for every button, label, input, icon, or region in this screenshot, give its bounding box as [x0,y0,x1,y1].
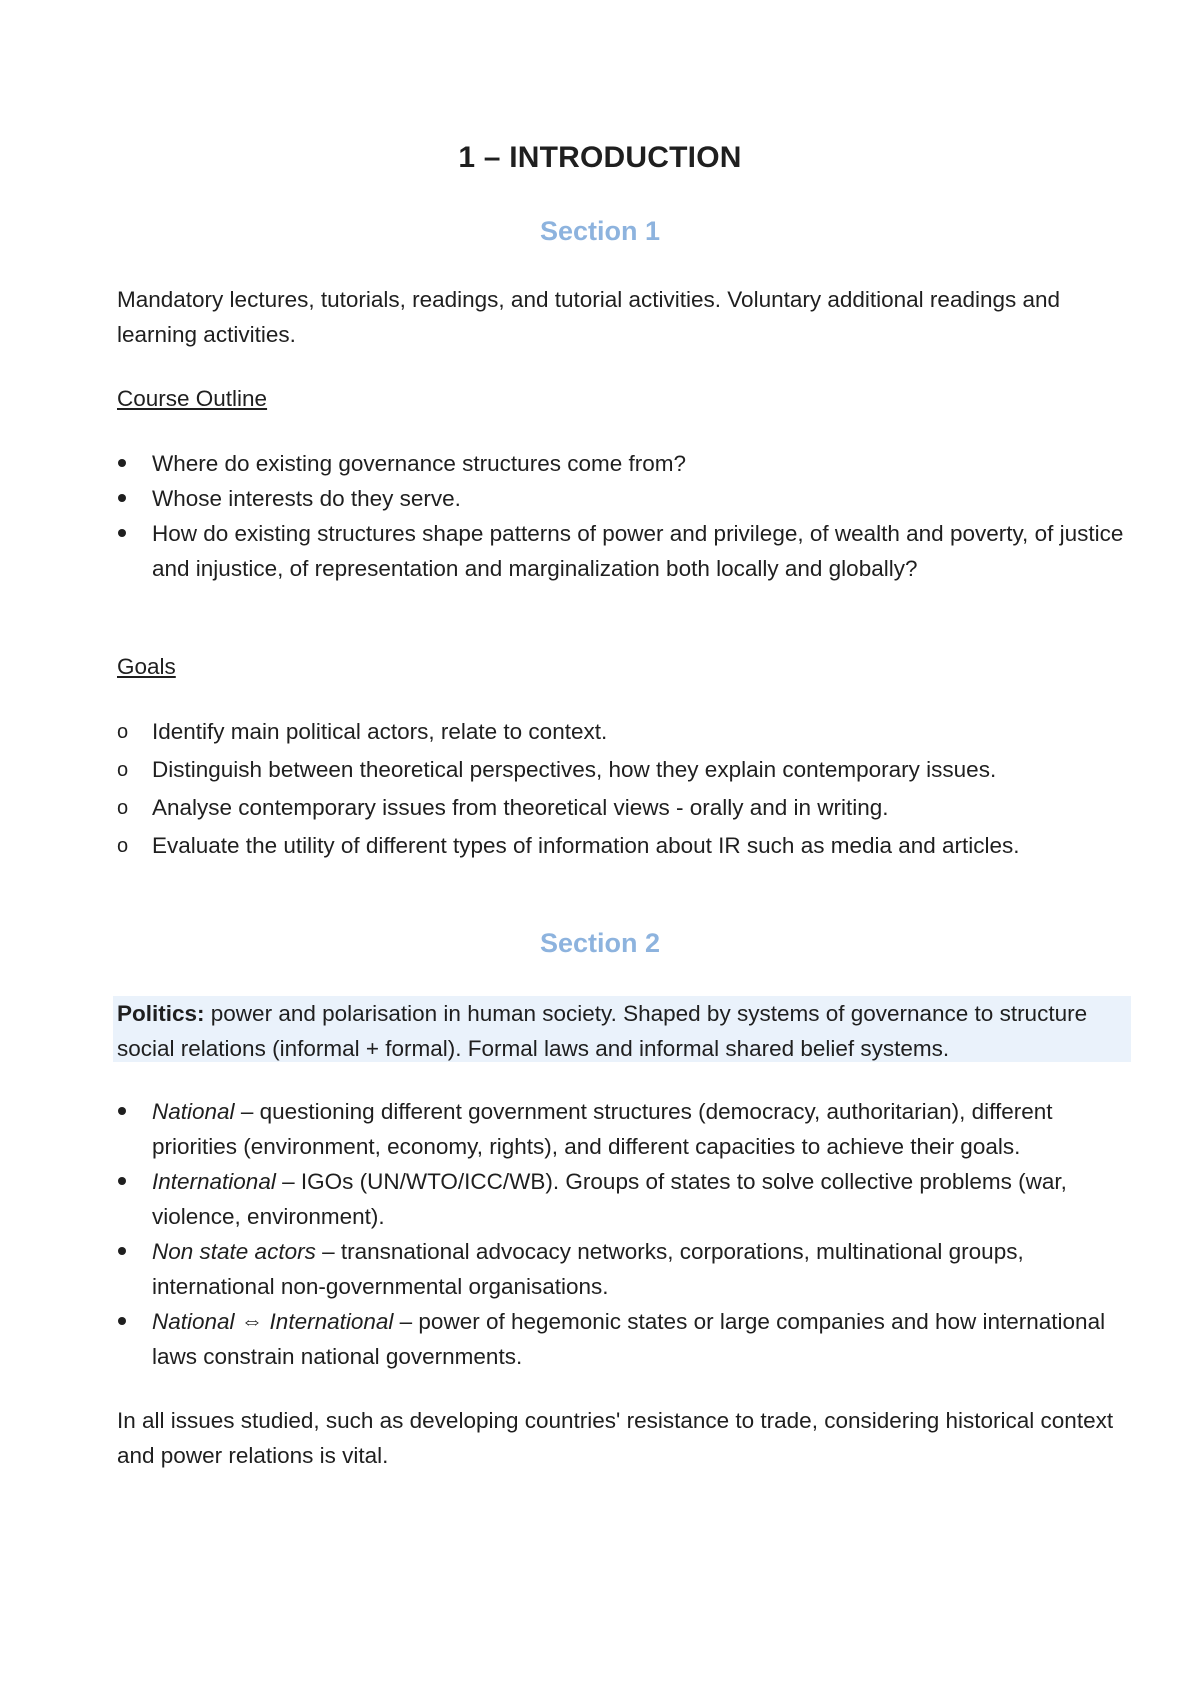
list-item: How do existing structures shape patterns of power and privilege, of wealth and poverty, of justice and injustice, of representation and marginalization both locally and globally? [117,516,1127,586]
circle-bullet-icon: o [117,759,129,781]
bullet-icon [118,1247,126,1255]
circle-bullet-icon: o [117,835,129,857]
list-item: National ⇔ International – power of hegemonic states or large companies and how international laws constrain national governments. [117,1304,1127,1374]
list-item: Whose interests do they serve. [117,481,1127,516]
list-item: National – questioning different government structures (democracy, authoritarian), different priorities (environment, economy, rights), and different capacities to achieve their goals. [117,1094,1127,1164]
goals-heading: Goals [117,654,176,679]
bullet-icon [118,1177,126,1185]
circle-bullet-icon: o [117,797,129,819]
definition-text: power and polarisation in human society. Shaped by systems of governance to structure social relations (informal + formal). Formal laws and informal shared belief systems. [117,1001,1088,1061]
bullet-icon [118,1317,126,1325]
list-item: o Evaluate the utility of different types of information about IR such as media and articles. [117,827,1127,865]
list-item: Non state actors – transnational advocacy networks, corporations, multinational groups, international non-governmental organisations. [117,1234,1127,1304]
section-1-intro: Mandatory lectures, tutorials, readings, and tutorial activities. Voluntary additional readings and learning activities. [117,287,1061,347]
list-item: o Distinguish between theoretical perspectives, how they explain contemporary issues. [117,751,1127,789]
definition-term: Politics: [117,1001,205,1026]
bullet-icon [118,1107,126,1115]
list-item: International – IGOs (UN/WTO/ICC/WB). Groups of states to solve collective problems (war, violence, environment). [117,1164,1127,1234]
course-outline-heading: Course Outline [117,386,268,411]
section-2-heading: Section 2 [539,928,661,958]
list-item: Where do existing governance structures come from? [117,446,1127,481]
section-1-heading: Section 1 [539,216,661,246]
list-item: o Identify main political actors, relate to context. [117,713,1127,751]
course-outline-list [117,446,1127,586]
page-title: 1 – INTRODUCTION [458,141,742,174]
goals-list [117,713,1127,865]
section-2-list [117,1094,1127,1374]
bullet-icon [118,529,126,537]
bullet-icon [118,459,126,467]
closing-paragraph: In all issues studied, such as developing countries' resistance to trade, considering historical context and power relations is vital. [117,1408,1114,1468]
list-item: o Analyse contemporary issues from theoretical views - orally and in writing. [117,789,1127,827]
circle-bullet-icon: o [117,721,129,743]
politics-definition [117,996,1127,1066]
bullet-icon [118,494,126,502]
